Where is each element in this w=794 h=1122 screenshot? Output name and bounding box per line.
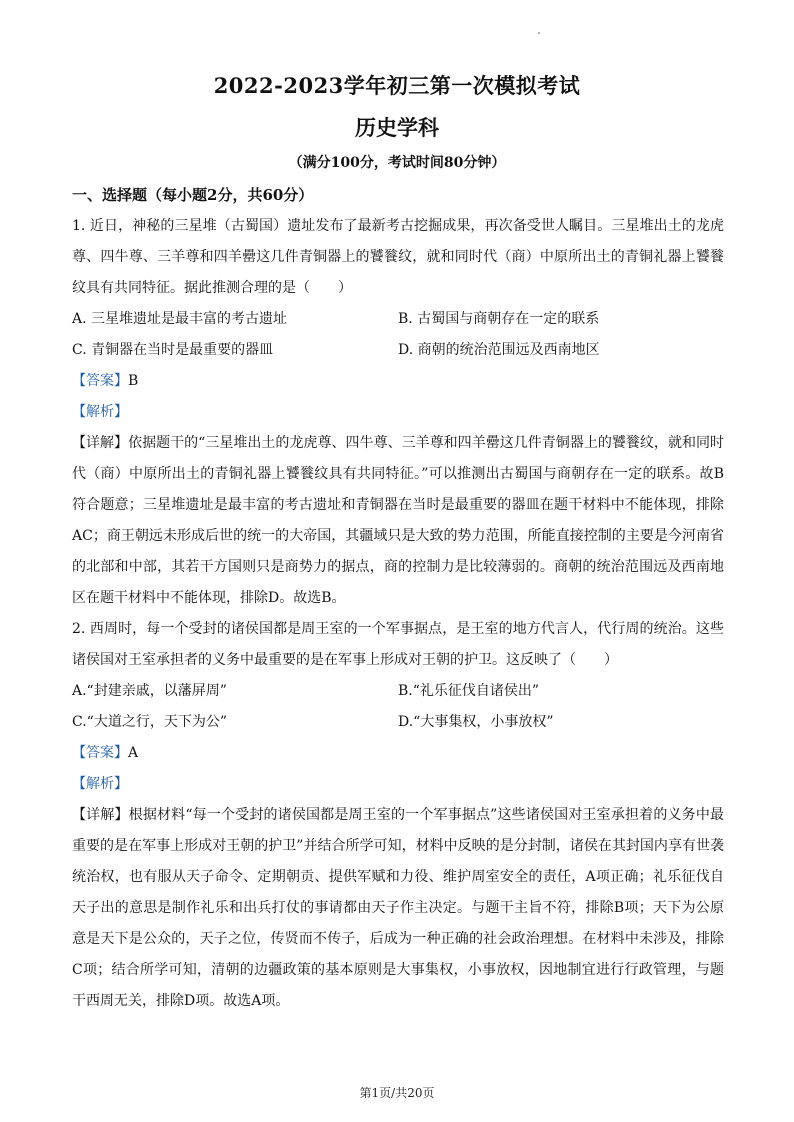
answer-line (72, 738, 724, 769)
option-b: B. 古蜀国与商朝存在一定的联系 (398, 311, 600, 327)
detail-label: 【详解】 (72, 807, 129, 823)
exam-content (72, 180, 724, 1017)
detail-text: 根据材料“每一个受封的诸侯国都是周王室的一个军事据点”这些诸侯国对王室承担着的义务中最重要的是在军事上形成对王朝的护卫”并结合所学可知，材料中反映的是分封制，诸侯在其封国内享有世袭统治权，也有服从天子命令、定期朝贡、提供军赋和力役、维护周室安全的责任，A项正确；礼乐征伐自天子出的意思是制作礼乐和出兵打仗的事请都由天子作主决定。与题干主旨不符，排除B项；天下为公原意是天下是公众的，天子之位，传贤而不传子，后成为一种正确的社会政治理想。在材料中未涉及，排除C项；结合所学可知，清朝的边疆政策的基本原则是大事集权，小事放权，因地制宜进行行政管理，与题干西周无关，排除D项。故选A项。 (72, 807, 725, 1009)
option-d: D. 商朝的统治范围远及西南地区 (398, 342, 600, 358)
options-list (72, 304, 724, 366)
score-time-note: （满分100分，考试时间80分钟） (288, 155, 506, 171)
question-stem: 2. 西周时，每一个受封的诸侯国都是周王室的一个军事据点，是王室的地方代言人，代行周的统治。这些诸侯国对王室承担者的义务中最重要的是在军事上形成对王朝的护卫。这反映了（ ） (72, 621, 724, 668)
option-a: A. 三星堆遗址是最丰富的考古遗址 (72, 311, 288, 327)
option-d: D.“大事集权，小事放权” (398, 714, 554, 730)
detail-text: 依据题干的“三星堆出土的龙虎尊、四牛尊、三羊尊和四羊罍这几件青铜器上的饕餮纹，就和同时代（商）中原所出土的青铜礼器上饕餮纹具有共同特征。”可以推测出古蜀国与商朝存在一定的联系。故B符合题意；三星堆遗址是最丰富的考古遗址和青铜器在当时是最重要的器皿在题干材料中不能体现，排除AC；商王朝远未形成后世的统一的大帝国，其疆域只是大致的势力范围，所能直接控制的主要是今河南省的北部和中部，其若干方国则只是商势力的据点，商的控制力是比较薄弱的。商朝的统治范围远及西南地区在题干材料中不能体现，排除D。故选B。 (72, 435, 725, 606)
detail-paragraph (72, 428, 724, 614)
answer-label: 【答案】 (72, 373, 128, 389)
answer-value: B (128, 373, 139, 389)
answer-value: A (128, 745, 139, 761)
analysis-label: 【解析】 (72, 404, 128, 420)
options-list (72, 676, 724, 738)
question-stem: 1. 近日，神秘的三星堆（古蜀国）遗址发布了最新考古挖掘成果，再次备受世人瞩目。三星堆出土的龙虎尊、四牛尊、三羊尊和四羊罍这几件青铜器上的饕餮纹，就和同时代（商）中原所出土的青铜礼器上饕餮纹具有共同特征。据此推测合理的是（ ） (72, 218, 724, 296)
analysis-label: 【解析】 (72, 776, 128, 792)
section-heading: 一、选择题（每小题2分，共60分） (72, 186, 314, 204)
answer-line (72, 366, 724, 397)
option-c: C.“大道之行，天下为公” (72, 714, 227, 730)
option-c: C. 青铜器在当时是最重要的器皿 (72, 342, 274, 358)
scan-dot (538, 32, 540, 34)
option-b: B.“礼乐征伐自诸侯出” (398, 683, 540, 699)
exam-title: 2022-2023学年初三第一次模拟考试 (213, 73, 581, 98)
question-2 (72, 614, 724, 1017)
question-1 (72, 211, 724, 614)
page-number: 第1页/共20页 (359, 1086, 435, 1100)
subject-title: 历史学科 (355, 115, 439, 140)
answer-label: 【答案】 (72, 745, 128, 761)
detail-paragraph (72, 800, 724, 1017)
option-a: A.“封建亲戚，以藩屏周” (72, 683, 227, 699)
detail-label: 【详解】 (72, 435, 129, 451)
